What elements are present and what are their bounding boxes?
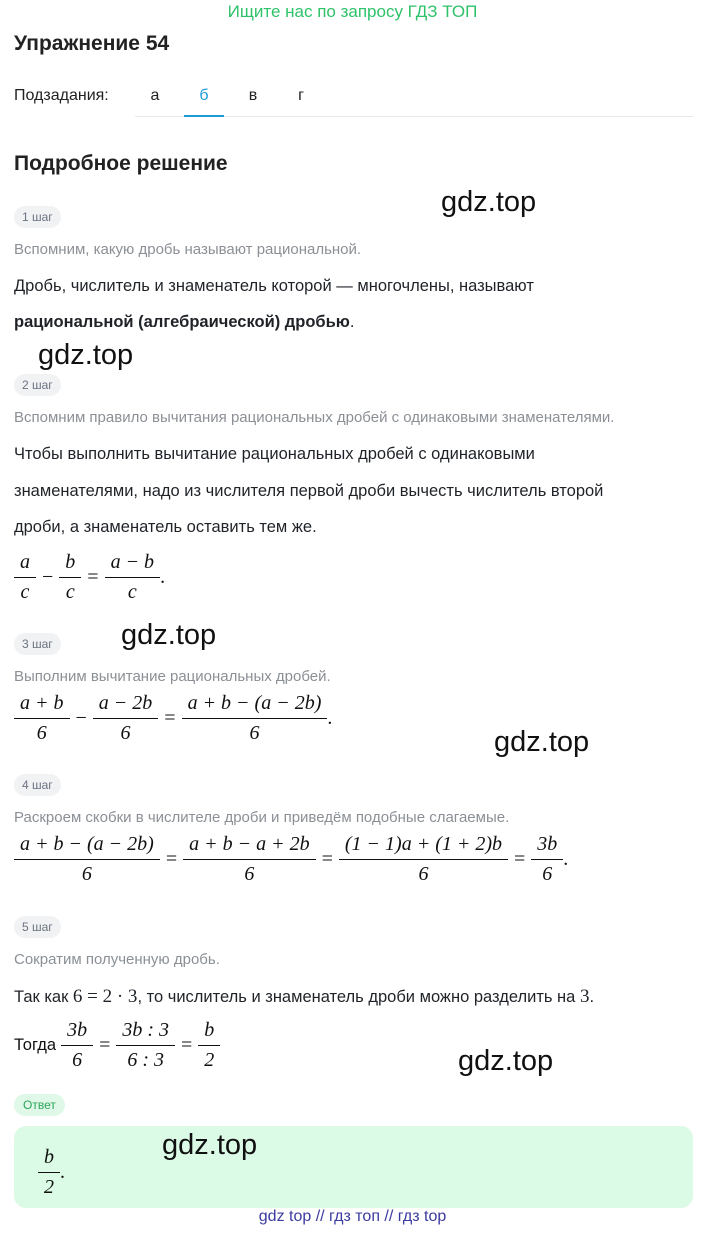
formula-step5: Тогда $\frac{3b}{6}$ = $\frac{3b : 3}{6 : 3}$ = $\frac{b}{2}$	[14, 1019, 220, 1072]
subtasks-label: Подзадания:	[14, 87, 109, 104]
step-badge: 4 шаг	[14, 774, 61, 796]
search-banner[interactable]: Ищите нас по запросу ГДЗ ТОП	[227, 2, 478, 21]
step-hint: Сократим полученную дробь.	[14, 951, 220, 968]
fraction: $\frac{(1 - 1)a + (1 + 2)b}{6}$	[342, 833, 505, 886]
watermark: gdz.top	[494, 726, 590, 758]
tab-g[interactable]: г	[298, 87, 304, 104]
step-badge: 3 шаг	[14, 633, 61, 655]
fraction: $\frac{b}{2}$	[41, 1146, 57, 1199]
fraction: $\frac{3b}{6}$	[534, 833, 560, 886]
tab-a[interactable]: а	[150, 87, 160, 104]
formula-step3: $\frac{a + b}{6}$ − $\frac{a - 2b}{6}$ = $\frac{a + b - (a - 2b)}{6}$ .	[14, 692, 332, 745]
footer-links[interactable]: gdz top // гдз топ // гдз top	[258, 1208, 447, 1225]
fraction: $\frac{b}{c}$	[62, 551, 78, 604]
step-hint: Вспомним правило вычитания рациональных дробей с одинаковыми знаменателями.	[14, 409, 615, 426]
step-text: Так как 6 = 2 · 3, то числитель и знаменатель дроби можно разделить на 3.	[14, 986, 595, 1007]
step-text-definition	[14, 313, 354, 332]
watermark: gdz.top	[121, 619, 217, 651]
tab-b[interactable]: б	[184, 82, 224, 117]
fraction: $\frac{b}{2}$	[201, 1019, 217, 1072]
fraction: $\frac{a + b - (a - 2b)}{6}$	[185, 692, 325, 745]
step-text: дроби, а знаменатель оставить тем же.	[14, 518, 317, 536]
watermark: gdz.top	[458, 1045, 554, 1077]
watermark: gdz.top	[162, 1129, 258, 1161]
fraction: $\frac{a - b}{c}$	[108, 551, 158, 604]
fraction: $\frac{a - 2b}{6}$	[96, 692, 156, 745]
tab-v[interactable]: в	[248, 87, 258, 104]
period: .	[349, 313, 355, 331]
formula-subtraction-rule: $\frac{a}{c}$ − $\frac{b}{c}$ = $\frac{a - b}{c}$ .	[14, 551, 165, 604]
step-text: Дробь, числитель и знаменатель которой — многочлены, называют	[14, 277, 534, 295]
formula-step4: $\frac{a + b - (a - 2b)}{6}$ = $\frac{a + b - a + 2b}{6}$ = $\frac{(1 - 1)a + (1 + 2)b}{6}$ = $\frac{3b}{6}$ .	[14, 833, 568, 886]
page-title: Упражнение 54	[14, 32, 170, 55]
fraction: $\frac{a + b - (a - 2b)}{6}$	[17, 833, 157, 886]
answer-badge: Ответ	[14, 1094, 65, 1116]
fraction: $\frac{a}{c}$	[17, 551, 33, 604]
subtasks-tabs	[135, 82, 693, 117]
step-badge: 5 шаг	[14, 916, 61, 938]
step-text: Чтобы выполнить вычитание рациональных дробей с одинаковыми	[14, 445, 535, 463]
step-badge: 1 шаг	[14, 206, 61, 228]
step-hint: Выполним вычитание рациональных дробей.	[14, 668, 331, 685]
fraction: $\frac{3b : 3}{6 : 3}$	[119, 1019, 172, 1072]
step-hint: Вспомним, какую дробь называют рациональной.	[14, 241, 362, 258]
solution-title: Подробное решение	[14, 152, 228, 175]
watermark: gdz.top	[38, 339, 134, 371]
step-text: знаменателями, надо из числителя первой дроби вычесть числитель второй	[14, 482, 604, 500]
step-hint: Раскроем скобки в числителе дроби и приведём подобные слагаемые.	[14, 809, 510, 826]
fraction: $\frac{3b}{6}$	[64, 1019, 90, 1072]
fraction: $\frac{a + b - a + 2b}{6}$	[186, 833, 313, 886]
fraction: $\frac{a + b}{6}$	[17, 692, 67, 745]
watermark: gdz.top	[441, 186, 537, 218]
definition-term: рациональной (алгебраической) дробью	[14, 313, 350, 331]
step-badge: 2 шаг	[14, 374, 61, 396]
answer-formula: $\frac{b}{2}$ .	[38, 1146, 65, 1199]
answer-box	[14, 1126, 693, 1208]
